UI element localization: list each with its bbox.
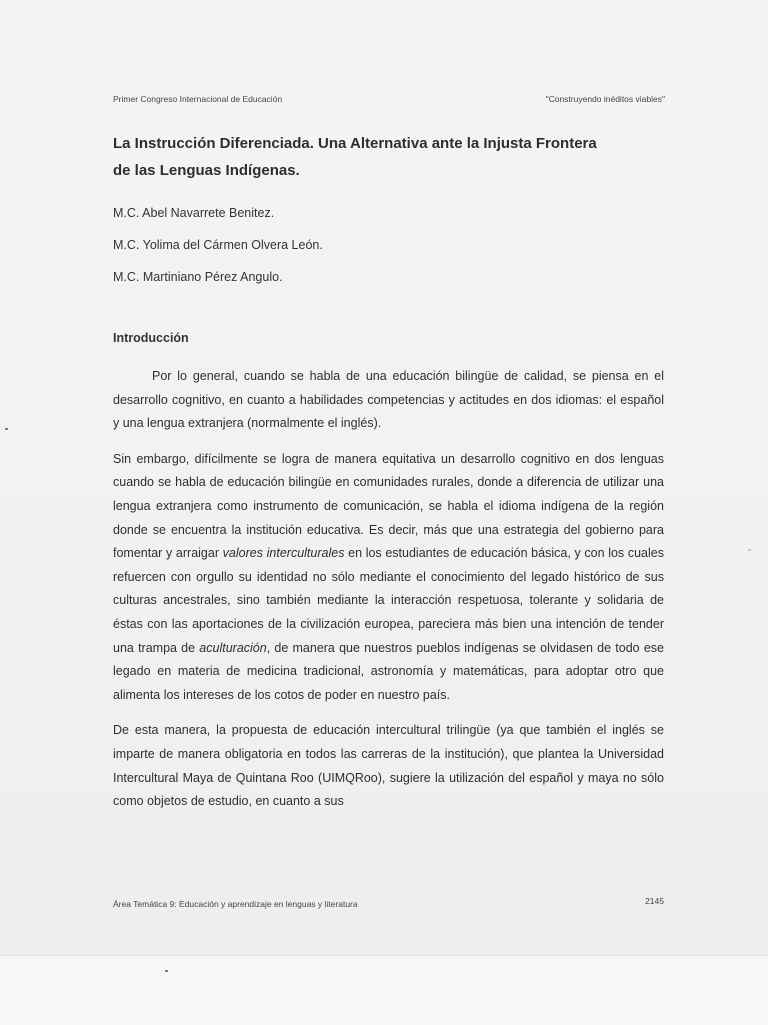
document-title [113, 130, 673, 184]
footer-area-tematica: Área Temática 9: Educación y aprendizaje en lenguas y literatura [113, 899, 358, 909]
scan-speck [748, 549, 751, 551]
author-1: M.C. Abel Navarrete Benitez. [113, 206, 275, 220]
italic-term-aculturacion: aculturación [199, 640, 267, 655]
running-header-left: Primer Congreso Internacional de Educación [113, 94, 283, 104]
scan-bottom-margin [0, 955, 768, 1025]
paragraph-3: De esta manera, la propuesta de educación intercultural trilingüe (ya que también el inglés se imparte de manera obligatoria en todos las carreras de la institución), que plantea la Universidad Intercultural Maya de Quintana Roo (UIMQRoo), sugiere la utilización del español y maya no sólo como objetos de estudio, en cuanto a sus [113, 723, 664, 809]
scan-speck [5, 428, 8, 430]
running-header-right: "Construyendo inéditos viables" [545, 94, 665, 104]
paragraph-2-part-1: Sin embargo, difícilmente se logra de manera equitativa un desarrollo cognitivo en dos lenguas cuando se habla de educación bilingüe en comunidades rurales, donde a diferencia de utilizar una lengua extranjera como instrumento de comunicación, se habla el idioma indígena de la región donde se encuentra la institución educativa. Es decir, más que una estrategia del gobierno para fomentar y arraigar [113, 451, 664, 561]
paragraph-2-part-2: en los estudiantes de educación básica, y con los cuales refuercen con orgullo su identidad no sólo mediante el conocimiento del legado histórico de sus culturas ancestrales, sino también mediante la interacción respetuosa, tolerante y solidaria de éstas con las aportaciones de la civilización europea, pareciera más bien una intención de tender una trampa de [113, 546, 664, 655]
title-line-2: de las Lenguas Indígenas. [113, 162, 300, 179]
paragraph-1: Por lo general, cuando se habla de una educación bilingüe de calidad, se piensa en el desarrollo cognitivo, en cuanto a habilidades competencias y actitudes en dos idiomas: el español y una lengua extranjera (normalmente el inglés). [113, 369, 664, 431]
paragraph-2 [113, 448, 664, 708]
italic-term-valores-interculturales: valores interculturales [222, 546, 345, 561]
author-list [113, 203, 613, 299]
title-line-1: La Instrucción Diferenciada. Una Alternativa ante la Injusta Frontera [113, 135, 597, 152]
paragraph-2-part-3: , de manera que nuestros pueblos indígenas se olvidasen de todo ese legado en materia de medicina tradicional, astronomía y matemáticas, para adoptar otro que alimenta los intereses de los cotos de poder en nuestro país. [113, 640, 664, 702]
author-3: M.C. Martiniano Pérez Angulo. [113, 270, 283, 284]
page-number: 2145 [645, 896, 664, 906]
scan-speck [165, 970, 168, 972]
body-text [113, 365, 664, 826]
author-2: M.C. Yolima del Cármen Olvera León. [113, 238, 323, 252]
section-heading-introduccion: Introducción [113, 331, 189, 345]
